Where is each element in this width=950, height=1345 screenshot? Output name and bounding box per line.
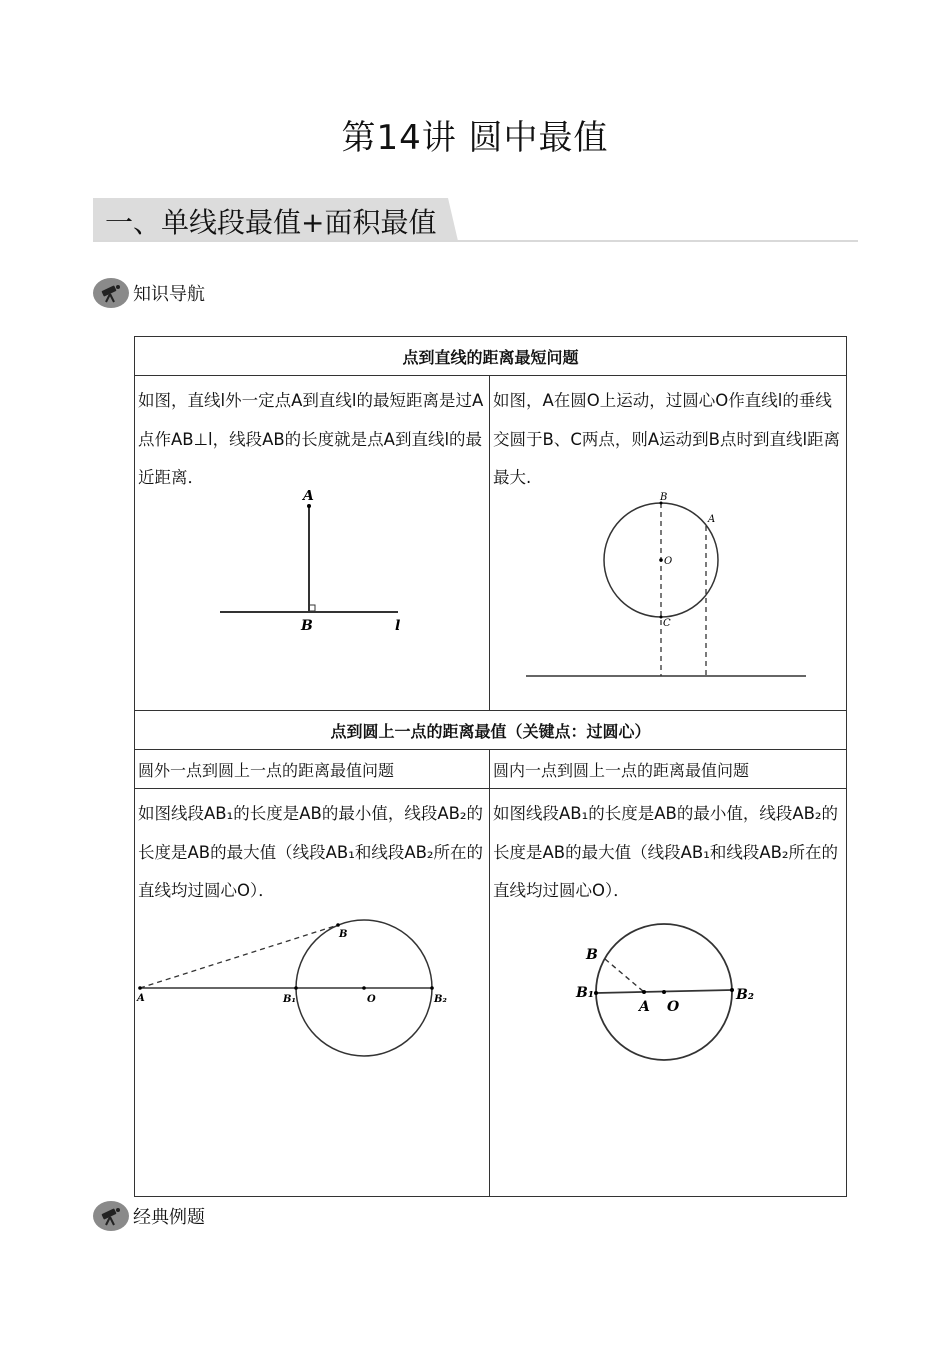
figure-outside-point: [135, 917, 489, 1077]
cell-outside-point-text: 如图线段AB₁的长度是AB的最小值，线段AB₂的长度是AB的最大值（线段AB₁和线段AB₂所在的直线均过圆心O）．: [138, 804, 484, 900]
point-b2: [730, 988, 734, 992]
label-a: A: [303, 489, 314, 504]
point-b: [336, 923, 340, 927]
label-b: B: [301, 617, 313, 634]
label-a: A: [639, 998, 650, 1015]
section-heading-text: 一、单线段最值+面积最值: [105, 206, 437, 239]
label-a: A: [137, 992, 145, 1004]
cell-circle-to-line-text: 如图，A在圆O上运动，过圆心O作直线l的垂线交圆于B、C两点，则A运动到B点时到直线l距离最大.: [493, 391, 841, 487]
table-header-line-distance: 点到直线的距离最短问题: [135, 337, 847, 376]
center-o: [659, 558, 663, 562]
cell-point-to-line-text: 如图，直线l外一定点A到直线l的最短距离是过A点作AB⊥l，线段AB的长度就是点A到直线l的最近距离．: [138, 391, 484, 487]
label-o: O: [367, 993, 376, 1005]
table-header-circle-distance: 点到圆上一点的距离最值（关键点：过圆心）: [135, 711, 847, 750]
label-b: B: [339, 928, 348, 940]
sub-header-outside: 圆外一点到圆上一点的距离最值问题: [135, 750, 490, 789]
figure-point-to-line: [135, 490, 489, 700]
knowledge-table: [134, 336, 847, 1197]
point-a: [642, 990, 646, 994]
point-a: [307, 504, 311, 508]
knowledge-nav-label: 知识导航: [133, 284, 205, 305]
label-b: B: [660, 491, 668, 503]
section-heading: [93, 198, 858, 242]
cell-outside-point: [135, 789, 490, 1197]
examples-nav-heading: [93, 1200, 205, 1232]
cell-inside-point: [490, 789, 847, 1197]
page-title: 第14讲 圆中最值: [341, 118, 609, 158]
telescope-icon: [93, 278, 129, 308]
center-o: [662, 990, 666, 994]
label-b1: B₁: [576, 984, 594, 1001]
figure-circle-to-line: [490, 490, 846, 700]
label-b1: B₁: [283, 993, 296, 1005]
cell-inside-point-text: 如图线段AB₁的长度是AB的最小值，线段AB₂的长度是AB的最大值（线段AB₁和线段AB₂所在的直线均过圆心O）．: [493, 804, 839, 900]
telescope-icon: [93, 1201, 129, 1231]
label-b2: B₂: [434, 993, 447, 1005]
point-b1: [594, 991, 598, 995]
point-b1: [294, 986, 298, 990]
center-o: [362, 986, 366, 990]
cell-circle-to-line: [490, 376, 847, 711]
label-b2: B₂: [736, 986, 754, 1003]
label-o: O: [667, 998, 680, 1015]
figure-inside-point: [490, 917, 846, 1077]
point-b2: [430, 986, 434, 990]
label-l: l: [395, 617, 401, 634]
cell-point-to-line: [135, 376, 490, 711]
label-o: O: [664, 555, 673, 567]
segment-ab: [140, 925, 338, 988]
label-a: A: [708, 513, 716, 525]
examples-nav-label: 经典例题: [133, 1207, 205, 1228]
label-c: C: [663, 617, 671, 629]
sub-header-inside: 圆内一点到圆上一点的距离最值问题: [490, 750, 847, 789]
label-b: B: [586, 946, 598, 963]
knowledge-nav-heading: [93, 277, 205, 309]
point-a: [138, 986, 142, 990]
segment-ab: [605, 959, 644, 992]
